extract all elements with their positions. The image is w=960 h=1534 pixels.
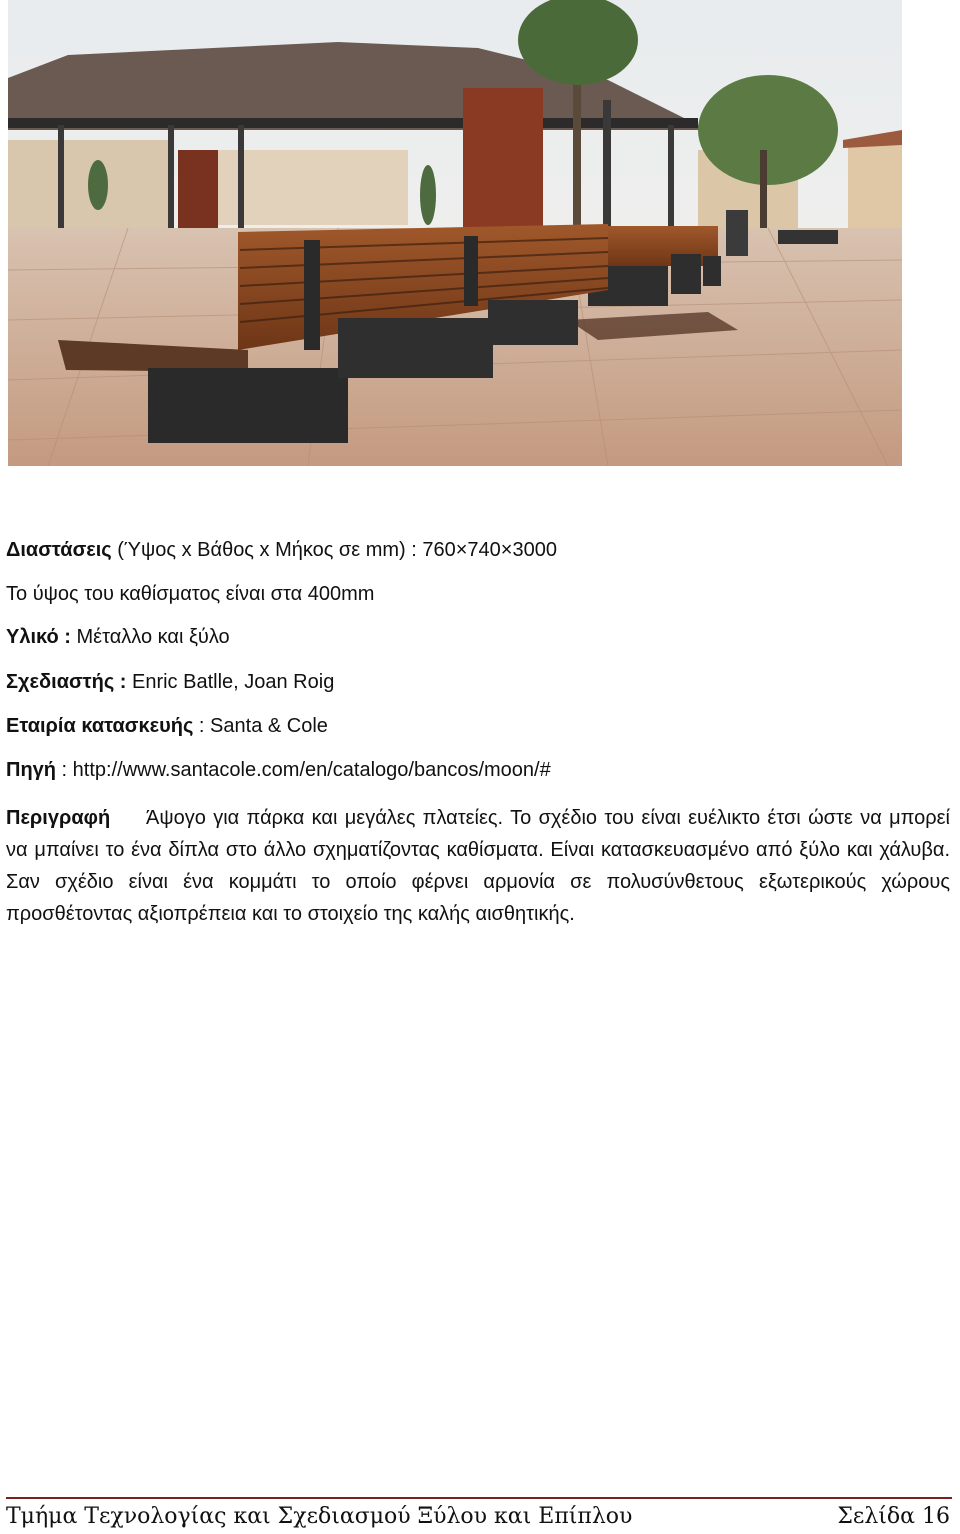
spec-source (6, 758, 551, 782)
dimensions-value: (Ύψος x Βάθος x Μήκος σε mm) : 760×740×3000 (111, 539, 557, 561)
spec-maker (6, 714, 328, 738)
footer-rule (6, 1497, 952, 1499)
description-paragraph (6, 802, 950, 930)
spec-material (6, 625, 230, 649)
designer-value: Enric Batlle, Joan Roig (126, 671, 335, 693)
maker-label: Εταιρία κατασκευής (6, 715, 194, 737)
footer-department: Τμήμα Τεχνολογίας και Σχεδιασμού Ξύλου και Επίπλου (6, 1504, 633, 1529)
spec-seat-height: Το ύψος του καθίσματος είναι στα 400mm (6, 583, 375, 605)
description-label: Περιγραφή (6, 807, 111, 829)
material-value: Μέταλλο και ξύλο (70, 626, 230, 648)
material-label: Υλικό : (6, 626, 71, 648)
designer-label: Σχεδιαστής : (6, 671, 127, 693)
description-text: Άψογο για πάρκα και μεγάλες πλατείες. Το σχέδιο του είναι ευέλικτο έτσι ώστε να μπορεί να μπαίνει το ένα δίπλα στο άλλο σχηματίζοντας καθίσματα. Είναι κατασκευασμένο από ξύλο και χάλυβα. Σαν σχέδιο είναι ένα κομμάτι το οποίο φέρνει αρμονία σε πολυσύνθετους εξωτερικούς χώρους προσθέτοντας αξιοπρέπεια και το στοιχείο της καλής αισθητικής. (6, 807, 950, 925)
maker-value: : Santa & Cole (193, 715, 328, 737)
spec-dimensions (6, 538, 557, 562)
source-label: Πηγή (6, 759, 56, 781)
footer-page-number: Σελίδα 16 (837, 1504, 950, 1529)
source-value: : http://www.santacole.com/en/catalogo/bancos/moon/# (56, 759, 551, 781)
spec-designer (6, 670, 334, 694)
dimensions-label: Διαστάσεις (6, 539, 112, 561)
bench-photo (8, 0, 902, 466)
